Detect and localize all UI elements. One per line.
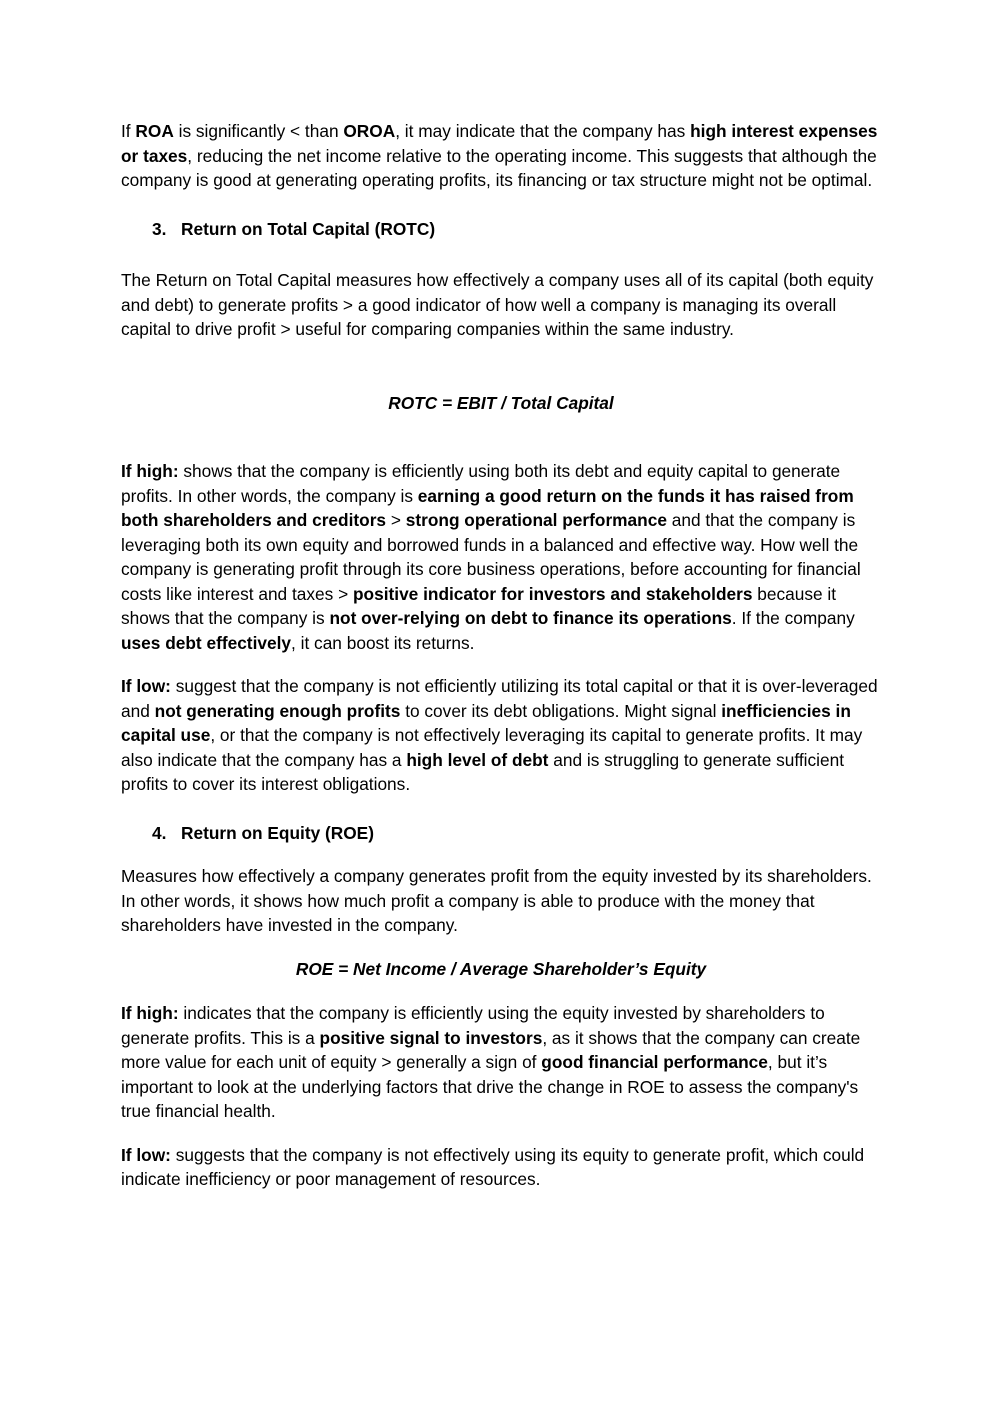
bold-span: uses debt effectively: [121, 632, 292, 653]
rotc-formula: ROTC = EBIT / Total Capital: [388, 392, 614, 413]
text-span: , it can boost its returns.: [291, 632, 475, 653]
text-span: to cover its debt obligations. Might signal: [400, 700, 722, 721]
bold-span: strong operational performance: [405, 510, 667, 530]
text-span: suggests that the company is not effectively using its equity to generate profit, which could indicate inefficiency or poor management of resources.: [121, 1144, 865, 1189]
rotc-if-low-paragraph: [121, 674, 881, 797]
rotc-if-high-paragraph: [121, 459, 881, 655]
text-span: indicates that the company is efficiently using the equity invested by shareholders to generate profits. This is a: [121, 1003, 825, 1048]
document-page: [121, 119, 881, 1192]
text-span: , or that the company is not effectively leveraging its capital to generate profits. It may also indicate that the company has a: [121, 725, 863, 770]
roe-if-high-paragraph: [121, 1001, 881, 1124]
bold-span: not generating enough profits: [154, 700, 401, 721]
bold-span: If low:: [121, 1144, 171, 1165]
text-span: . If the company: [731, 608, 855, 628]
text-span: and that the company is leveraging both its own equity and borrowed funds in a balanced and effective way. How well the company is generating profit through its core business operations, before accounting for financial costs like interest and taxes >: [121, 510, 861, 604]
text-span: and is struggling to generate sufficient profits to cover its interest obligations.: [121, 749, 845, 794]
text-span: , but it’s important to look at the underlying factors that drive the change in ROE to assess the company's true financial health.: [121, 1052, 859, 1121]
bold-span: If low:: [121, 676, 171, 696]
roe-if-low-paragraph: [121, 1143, 881, 1192]
text-span: , reducing the net income relative to the operating income. This suggests that although the company is good at generating operating profits, its financing or tax structure might not be optimal.: [121, 145, 877, 190]
text-span: because it shows that the company is: [121, 583, 837, 628]
text-span: , it may indicate that the company has: [395, 121, 691, 141]
bold-span: If high:: [121, 1003, 179, 1023]
bold-span: good financial performance: [541, 1052, 768, 1072]
bold-span: inefficiencies in capital use: [121, 700, 851, 745]
rotc-description-paragraph: The Return on Total Capital measures how effectively a company uses all of its capital (both equity and debt) to generate profits > a good indicator of how well a company is managing its overall capital to drive profit > useful for comparing companies within the same industry.: [121, 270, 874, 339]
heading-title: Return on Total Capital (ROTC): [181, 218, 436, 239]
heading-number: 4.: [152, 822, 167, 843]
text-span: suggest that the company is not efficiently utilizing its total capital or that it is over-leveraged and: [121, 676, 878, 721]
text-span: , as it shows that the company can create more value for each unit of equity > generally a sign of: [121, 1027, 861, 1072]
roe-formula: ROE = Net Income / Average Shareholder’s Equity: [295, 958, 707, 979]
bold-span: OROA: [343, 121, 396, 141]
roa-vs-oroa-paragraph: [121, 119, 881, 193]
text-span: shows that the company is efficiently using both its debt and equity capital to generate profits. In other words, the company is: [121, 461, 841, 506]
bold-span: not over-relying on debt to finance its operations: [329, 608, 732, 628]
section-heading-rotc: [121, 217, 881, 242]
bold-span: ROA: [135, 121, 174, 141]
roe-description-paragraph: Measures how effectively a company generates profit from the equity invested by its shareholders. In other words, it shows how much profit a company is able to produce with the money that shareholders have invested in the company.: [121, 866, 872, 935]
bold-span: positive signal to investors: [319, 1027, 543, 1048]
bold-span: earning a good return on the funds it has raised from both shareholders and creditors: [121, 485, 854, 530]
text-span: >: [386, 510, 406, 530]
text-span: is significantly < than: [173, 121, 344, 141]
heading-number: 3.: [152, 218, 167, 239]
section-heading-roe: [121, 821, 881, 846]
bold-span: high interest expenses or taxes: [121, 121, 878, 166]
heading-title: Return on Equity (ROE): [181, 822, 374, 843]
bold-span: positive indicator for investors and stakeholders: [352, 583, 753, 604]
bold-span: If high:: [121, 461, 179, 481]
text-span: If: [121, 121, 136, 141]
bold-span: high level of debt: [406, 749, 549, 770]
